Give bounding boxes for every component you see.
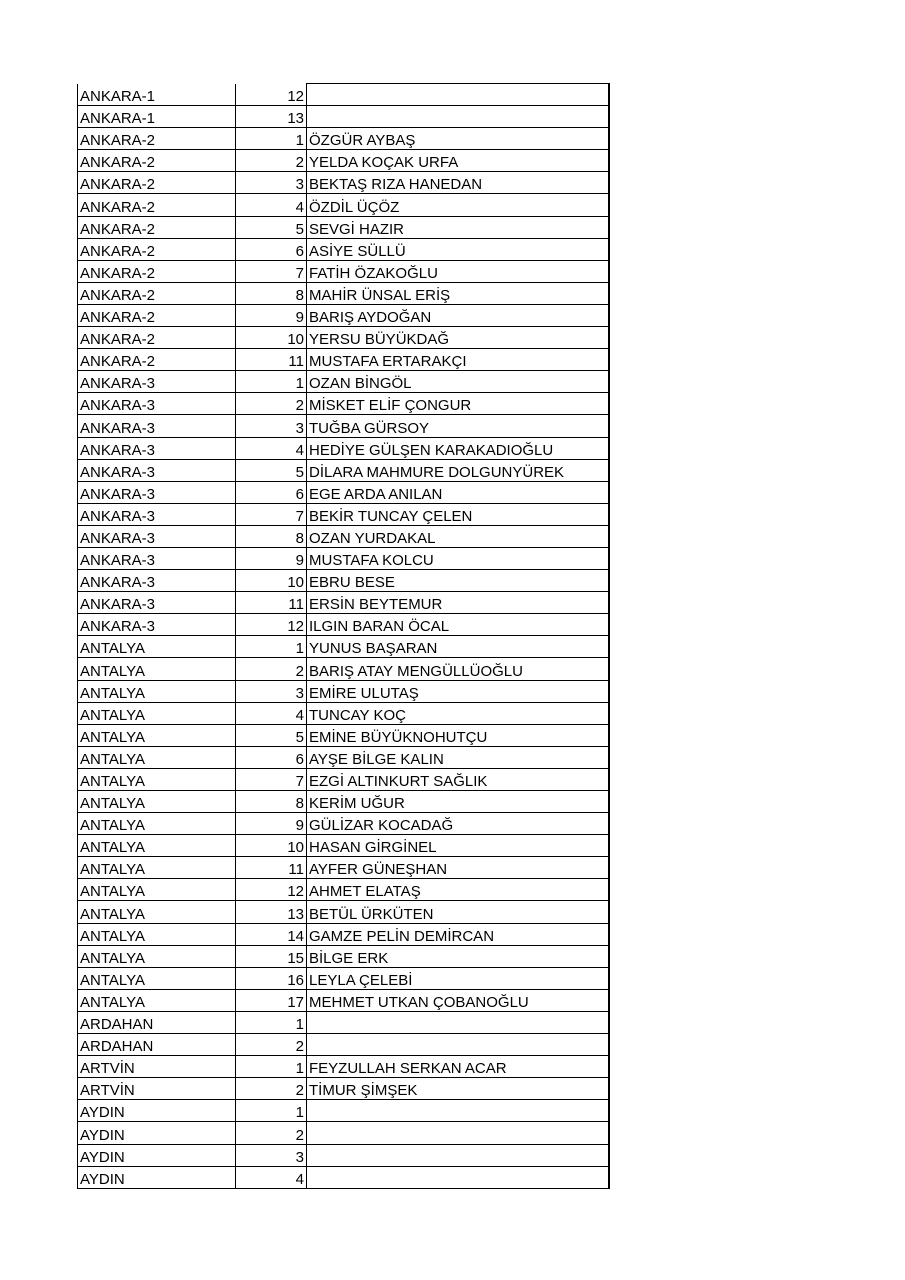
table-row	[78, 238, 609, 260]
region-cell[interactable]: ANKARA-3	[78, 393, 236, 415]
region-cell[interactable]: ANKARA-2	[78, 128, 236, 150]
number-cell[interactable]: 4	[236, 1166, 307, 1188]
region-cell[interactable]: ANTALYA	[78, 857, 236, 879]
region-cell[interactable]: ANTALYA	[78, 989, 236, 1011]
table-row	[78, 570, 609, 592]
name-cell[interactable]	[307, 1100, 609, 1122]
name-cell[interactable]: ÖZGÜR AYBAŞ	[307, 128, 609, 150]
table-row	[78, 879, 609, 901]
region-cell[interactable]: ANTALYA	[78, 680, 236, 702]
number-cell[interactable]: 2	[236, 150, 307, 172]
table-row	[78, 459, 609, 481]
number-cell[interactable]: 8	[236, 525, 307, 547]
table-row	[78, 1100, 609, 1122]
number-cell[interactable]: 2	[236, 658, 307, 680]
number-cell[interactable]: 10	[236, 327, 307, 349]
table-row	[78, 327, 609, 349]
name-cell[interactable]: TUNCAY KOÇ	[307, 702, 609, 724]
name-cell[interactable]: YELDA KOÇAK URFA	[307, 150, 609, 172]
region-cell[interactable]: ANTALYA	[78, 746, 236, 768]
number-cell[interactable]: 3	[236, 1144, 307, 1166]
name-cell[interactable]	[307, 1122, 609, 1144]
name-cell[interactable]: HEDİYE GÜLŞEN KARAKADIOĞLU	[307, 437, 609, 459]
number-cell[interactable]: 1	[236, 1100, 307, 1122]
number-cell[interactable]: 15	[236, 945, 307, 967]
table-row	[78, 746, 609, 768]
name-cell[interactable]: EBRU BESE	[307, 570, 609, 592]
table-row	[78, 1056, 609, 1078]
name-cell[interactable]: KERİM UĞUR	[307, 791, 609, 813]
table-row	[78, 216, 609, 238]
table-row	[78, 592, 609, 614]
region-cell[interactable]: ANKARA-3	[78, 547, 236, 569]
spreadsheet-table	[77, 83, 610, 1189]
region-cell[interactable]: ANKARA-3	[78, 503, 236, 525]
region-cell[interactable]: ANTALYA	[78, 835, 236, 857]
region-cell[interactable]: ANKARA-2	[78, 172, 236, 194]
region-cell[interactable]: ANKARA-3	[78, 371, 236, 393]
name-cell[interactable]	[307, 84, 609, 106]
name-cell[interactable]: ASİYE SÜLLÜ	[307, 238, 609, 260]
name-cell[interactable]: BARIŞ AYDOĞAN	[307, 304, 609, 326]
number-cell[interactable]: 6	[236, 481, 307, 503]
number-cell[interactable]: 2	[236, 1034, 307, 1056]
number-cell[interactable]: 1	[236, 128, 307, 150]
region-cell[interactable]: ANTALYA	[78, 967, 236, 989]
table-row	[78, 680, 609, 702]
table-row	[78, 525, 609, 547]
number-cell[interactable]: 7	[236, 503, 307, 525]
region-cell[interactable]: AYDIN	[78, 1100, 236, 1122]
region-cell[interactable]: ANKARA-1	[78, 84, 236, 106]
name-cell[interactable]	[307, 1144, 609, 1166]
number-cell[interactable]: 10	[236, 835, 307, 857]
region-cell[interactable]: ANTALYA	[78, 945, 236, 967]
region-cell[interactable]: ARDAHAN	[78, 1034, 236, 1056]
table-row	[78, 150, 609, 172]
name-cell[interactable]: FATİH ÖZAKOĞLU	[307, 260, 609, 282]
number-cell[interactable]: 8	[236, 282, 307, 304]
table-row	[78, 349, 609, 371]
table-row	[78, 702, 609, 724]
name-cell[interactable]: MUSTAFA ERTARAKÇI	[307, 349, 609, 371]
number-cell[interactable]: 6	[236, 238, 307, 260]
number-cell[interactable]: 3	[236, 680, 307, 702]
number-cell[interactable]: 10	[236, 570, 307, 592]
name-cell[interactable]: MEHMET UTKAN ÇOBANOĞLU	[307, 989, 609, 1011]
region-cell[interactable]: ANKARA-3	[78, 437, 236, 459]
number-cell[interactable]: 7	[236, 768, 307, 790]
number-cell[interactable]: 6	[236, 746, 307, 768]
name-cell[interactable]: TUĞBA GÜRSOY	[307, 415, 609, 437]
table-row	[78, 768, 609, 790]
region-cell[interactable]: ANTALYA	[78, 702, 236, 724]
table-row	[78, 1011, 609, 1033]
name-cell[interactable]: AHMET ELATAŞ	[307, 879, 609, 901]
name-cell[interactable]: BEKİR TUNCAY ÇELEN	[307, 503, 609, 525]
name-cell[interactable]: OZAN YURDAKAL	[307, 525, 609, 547]
number-cell[interactable]: 5	[236, 216, 307, 238]
table-row	[78, 901, 609, 923]
number-cell[interactable]: 11	[236, 349, 307, 371]
table-row	[78, 172, 609, 194]
table-row	[78, 1166, 609, 1188]
table-row	[78, 923, 609, 945]
number-cell[interactable]: 1	[236, 1056, 307, 1078]
number-cell[interactable]: 5	[236, 724, 307, 746]
table-row	[78, 437, 609, 459]
region-cell[interactable]: ANKARA-2	[78, 304, 236, 326]
name-cell[interactable]: HASAN GİRGİNEL	[307, 835, 609, 857]
number-cell[interactable]: 4	[236, 702, 307, 724]
number-cell[interactable]: 3	[236, 415, 307, 437]
table-row	[78, 481, 609, 503]
region-cell[interactable]: ANKARA-2	[78, 238, 236, 260]
region-cell[interactable]: ANKARA-3	[78, 459, 236, 481]
name-cell[interactable]: MİSKET ELİF ÇONGUR	[307, 393, 609, 415]
table-row	[78, 194, 609, 216]
table-row	[78, 857, 609, 879]
number-cell[interactable]: 2	[236, 1078, 307, 1100]
table-row	[78, 106, 609, 128]
number-cell[interactable]: 2	[236, 1122, 307, 1144]
name-cell[interactable]: YERSU BÜYÜKDAĞ	[307, 327, 609, 349]
name-cell[interactable]: OZAN BİNGÖL	[307, 371, 609, 393]
name-cell[interactable]: SEVGİ HAZIR	[307, 216, 609, 238]
name-cell[interactable]	[307, 1011, 609, 1033]
table-row	[78, 813, 609, 835]
region-cell[interactable]: ANTALYA	[78, 923, 236, 945]
region-cell[interactable]: ANKARA-3	[78, 570, 236, 592]
number-cell[interactable]: 16	[236, 967, 307, 989]
name-cell[interactable]: EGE ARDA ANILAN	[307, 481, 609, 503]
number-cell[interactable]: 4	[236, 194, 307, 216]
region-cell[interactable]: ANKARA-1	[78, 106, 236, 128]
table-row	[78, 260, 609, 282]
number-cell[interactable]: 1	[236, 1011, 307, 1033]
number-cell[interactable]: 12	[236, 879, 307, 901]
name-cell[interactable]: AYŞE BİLGE KALIN	[307, 746, 609, 768]
number-cell[interactable]: 2	[236, 393, 307, 415]
number-cell[interactable]: 13	[236, 901, 307, 923]
name-cell[interactable]: EMİRE ULUTAŞ	[307, 680, 609, 702]
region-cell[interactable]: ANKARA-3	[78, 481, 236, 503]
region-cell[interactable]: ANTALYA	[78, 658, 236, 680]
region-cell[interactable]: ARDAHAN	[78, 1011, 236, 1033]
name-cell[interactable]: BARIŞ ATAY MENGÜLLÜOĞLU	[307, 658, 609, 680]
name-cell[interactable]: BETÜL ÜRKÜTEN	[307, 901, 609, 923]
region-cell[interactable]: AYDIN	[78, 1144, 236, 1166]
region-cell[interactable]: ANTALYA	[78, 636, 236, 658]
table-row	[78, 791, 609, 813]
name-cell[interactable]	[307, 106, 609, 128]
region-cell[interactable]: AYDIN	[78, 1166, 236, 1188]
name-cell[interactable]: DİLARA MAHMURE DOLGUNYÜREK	[307, 459, 609, 481]
name-cell[interactable]: AYFER GÜNEŞHAN	[307, 857, 609, 879]
table-row	[78, 547, 609, 569]
region-cell[interactable]: ANTALYA	[78, 724, 236, 746]
table-row	[78, 989, 609, 1011]
region-cell[interactable]: ANKARA-2	[78, 282, 236, 304]
name-cell[interactable]: LEYLA ÇELEBİ	[307, 967, 609, 989]
table-row	[78, 503, 609, 525]
number-cell[interactable]: 11	[236, 592, 307, 614]
name-cell[interactable]	[307, 1034, 609, 1056]
region-cell[interactable]: ANKARA-2	[78, 150, 236, 172]
table-row	[78, 304, 609, 326]
table-row	[78, 1078, 609, 1100]
number-cell[interactable]: 9	[236, 304, 307, 326]
number-cell[interactable]: 13	[236, 106, 307, 128]
region-cell[interactable]: ANTALYA	[78, 768, 236, 790]
table-row	[78, 393, 609, 415]
number-cell[interactable]: 7	[236, 260, 307, 282]
number-cell[interactable]: 1	[236, 371, 307, 393]
number-cell[interactable]: 17	[236, 989, 307, 1011]
number-cell[interactable]: 14	[236, 923, 307, 945]
number-cell[interactable]: 11	[236, 857, 307, 879]
region-cell[interactable]: ANTALYA	[78, 901, 236, 923]
spreadsheet-body	[78, 84, 609, 1189]
name-cell[interactable]: ÖZDİL ÜÇÖZ	[307, 194, 609, 216]
region-cell[interactable]: ARTVİN	[78, 1056, 236, 1078]
name-cell[interactable]: GÜLİZAR KOCADAĞ	[307, 813, 609, 835]
table-row	[78, 415, 609, 437]
name-cell[interactable]: ERSİN BEYTEMUR	[307, 592, 609, 614]
table-row	[78, 282, 609, 304]
name-cell[interactable]: FEYZULLAH SERKAN ACAR	[307, 1056, 609, 1078]
name-cell[interactable]: BEKTAŞ RIZA HANEDAN	[307, 172, 609, 194]
number-cell[interactable]: 1	[236, 636, 307, 658]
number-cell[interactable]: 3	[236, 172, 307, 194]
table-row	[78, 945, 609, 967]
region-cell[interactable]: ANTALYA	[78, 879, 236, 901]
region-cell[interactable]: AYDIN	[78, 1122, 236, 1144]
region-cell[interactable]: ANKARA-2	[78, 260, 236, 282]
name-cell[interactable]: EMİNE BÜYÜKNOHUTÇU	[307, 724, 609, 746]
region-cell[interactable]: ANTALYA	[78, 791, 236, 813]
name-cell[interactable]: EZGİ ALTINKURT SAĞLIK	[307, 768, 609, 790]
table-row	[78, 658, 609, 680]
region-cell[interactable]: ANKARA-3	[78, 525, 236, 547]
number-cell[interactable]: 8	[236, 791, 307, 813]
number-cell[interactable]: 9	[236, 813, 307, 835]
name-cell[interactable]: YUNUS BAŞARAN	[307, 636, 609, 658]
region-cell[interactable]: ANKARA-3	[78, 614, 236, 636]
name-cell[interactable]: MUSTAFA KOLCU	[307, 547, 609, 569]
name-cell[interactable]: MAHİR ÜNSAL ERİŞ	[307, 282, 609, 304]
table-row	[78, 614, 609, 636]
region-cell[interactable]: ANKARA-2	[78, 216, 236, 238]
number-cell[interactable]: 4	[236, 437, 307, 459]
table-row	[78, 636, 609, 658]
region-cell[interactable]: ANKARA-3	[78, 592, 236, 614]
region-cell[interactable]: ANKARA-2	[78, 349, 236, 371]
name-cell[interactable]: TİMUR ŞİMŞEK	[307, 1078, 609, 1100]
number-cell[interactable]: 12	[236, 614, 307, 636]
name-cell[interactable]: BİLGE ERK	[307, 945, 609, 967]
region-cell[interactable]: ANKARA-2	[78, 194, 236, 216]
table-row	[78, 724, 609, 746]
number-cell[interactable]: 12	[236, 84, 307, 106]
number-cell[interactable]: 5	[236, 459, 307, 481]
table-row	[78, 1144, 609, 1166]
region-cell[interactable]: ANKARA-3	[78, 415, 236, 437]
table-row	[78, 967, 609, 989]
table-row	[78, 835, 609, 857]
table-row	[78, 371, 609, 393]
region-cell[interactable]: ANTALYA	[78, 813, 236, 835]
region-cell[interactable]: ANKARA-2	[78, 327, 236, 349]
region-cell[interactable]: ARTVİN	[78, 1078, 236, 1100]
table-row	[78, 84, 609, 106]
name-cell[interactable]: GAMZE PELİN DEMİRCAN	[307, 923, 609, 945]
name-cell[interactable]: ILGIN BARAN ÖCAL	[307, 614, 609, 636]
table-row	[78, 1122, 609, 1144]
table-row	[78, 128, 609, 150]
name-cell[interactable]	[307, 1166, 609, 1188]
number-cell[interactable]: 9	[236, 547, 307, 569]
table-row	[78, 1034, 609, 1056]
